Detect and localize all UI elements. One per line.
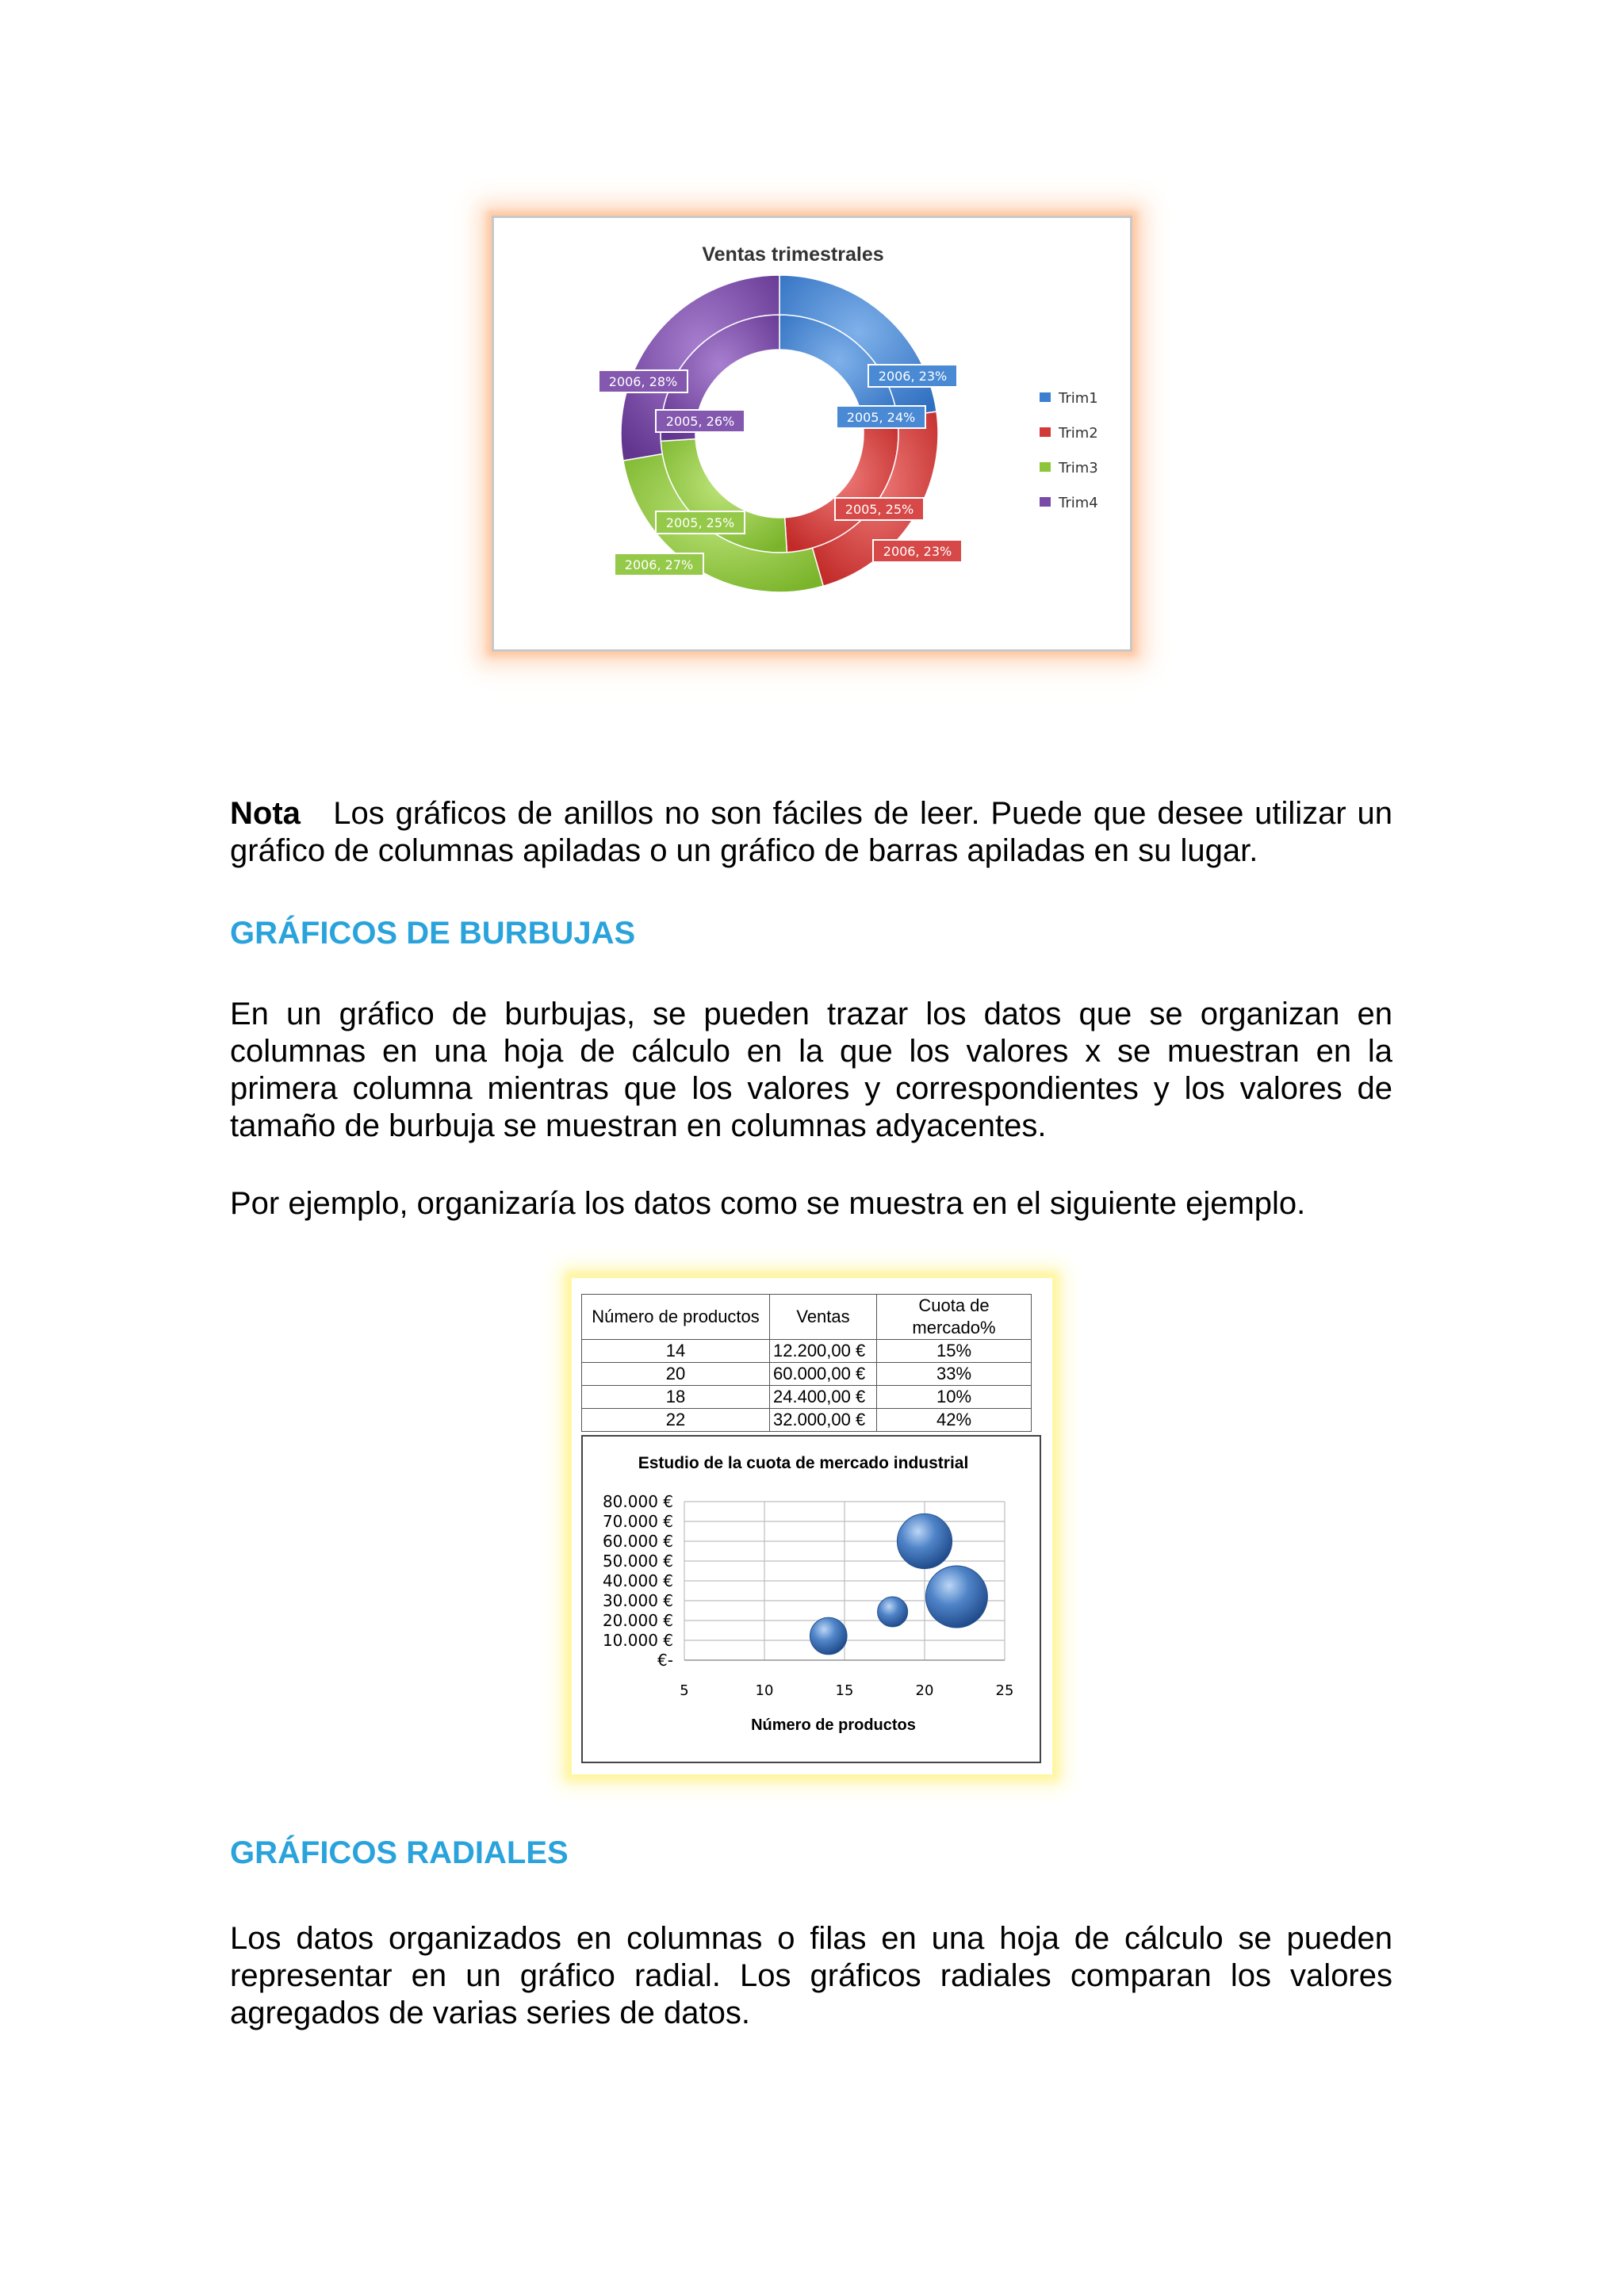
table-row bbox=[582, 1340, 1032, 1363]
heading-graficos-radiales: GRÁFICOS RADIALES bbox=[230, 1835, 569, 1870]
y-axis-ticks bbox=[603, 1492, 673, 1670]
y-tick-label: 40.000 € bbox=[602, 1571, 673, 1590]
table-cell: 18 bbox=[582, 1386, 770, 1409]
donut-chart-figure bbox=[492, 216, 1132, 652]
data-label: 2005, 25% bbox=[665, 515, 735, 530]
nota-label: Nota bbox=[230, 796, 301, 831]
x-tick-label: 15 bbox=[835, 1682, 854, 1699]
data-label: 2006, 28% bbox=[608, 374, 678, 389]
table-row bbox=[582, 1409, 1032, 1432]
data-label: 2006, 23% bbox=[883, 544, 952, 559]
table-header-row bbox=[582, 1295, 1032, 1340]
x-tick-label: 10 bbox=[755, 1682, 774, 1699]
table-cell: 12.200,00 € bbox=[770, 1340, 877, 1363]
legend-item-trim2: Trim2 bbox=[1059, 425, 1098, 442]
bubble-chart bbox=[581, 1435, 1041, 1763]
table-cell: 10% bbox=[877, 1386, 1032, 1409]
x-axis-ticks bbox=[680, 1682, 1013, 1699]
nota-paragraph bbox=[230, 795, 1392, 870]
table-cell: 20 bbox=[582, 1363, 770, 1386]
bubble-point bbox=[878, 1597, 908, 1627]
donut-chart bbox=[494, 218, 1130, 649]
table-cell: 24.400,00 € bbox=[770, 1386, 877, 1409]
table-row bbox=[582, 1363, 1032, 1386]
table-header: Cuota de mercado% bbox=[877, 1295, 1032, 1340]
y-tick-label: 10.000 € bbox=[602, 1631, 673, 1650]
y-tick-label: 80.000 € bbox=[602, 1492, 673, 1511]
bubbles-paragraph-1: En un gráfico de burbujas, se pueden trazar los datos que se organizan en columnas en una hoja de cálculo en la que los valores x se muestran en la primera columna mientras que los valores y correspondientes y los valores de tamaño de burbuja se muestran en columnas adyacentes. bbox=[230, 997, 1392, 1143]
table-cell: 42% bbox=[877, 1409, 1032, 1432]
chart-title: Ventas trimestrales bbox=[702, 243, 884, 266]
x-tick-label: 25 bbox=[995, 1682, 1014, 1699]
data-label: 2006, 27% bbox=[624, 557, 694, 572]
data-label: 2005, 25% bbox=[845, 502, 914, 517]
legend-item-trim1: Trim1 bbox=[1059, 390, 1098, 407]
table-cell: 32.000,00 € bbox=[770, 1409, 877, 1432]
data-label: 2005, 24% bbox=[846, 410, 916, 425]
y-tick-label: 30.000 € bbox=[602, 1591, 673, 1610]
y-tick-label: 20.000 € bbox=[602, 1611, 673, 1630]
table-header: Ventas bbox=[770, 1295, 877, 1340]
table-cell: 60.000,00 € bbox=[770, 1363, 877, 1386]
bubble-chart-svg bbox=[583, 1437, 1040, 1762]
x-tick-label: 5 bbox=[680, 1682, 689, 1699]
y-tick-label: €- bbox=[657, 1651, 673, 1670]
chart-legend bbox=[1040, 390, 1098, 511]
y-tick-label: 50.000 € bbox=[602, 1552, 673, 1571]
bubble-data-table bbox=[581, 1294, 1032, 1432]
heading-graficos-burbujas: GRÁFICOS DE BURBUJAS bbox=[230, 916, 636, 951]
y-tick-label: 60.000 € bbox=[602, 1532, 673, 1551]
bubbles-paragraph-2: Por ejemplo, organizaría los datos como se muestra en el siguiente ejemplo. bbox=[230, 1186, 1306, 1221]
table-row bbox=[582, 1386, 1032, 1409]
legend-item-trim4: Trim4 bbox=[1059, 495, 1098, 511]
legend-item-trim3: Trim3 bbox=[1059, 460, 1098, 476]
y-tick-label: 70.000 € bbox=[602, 1512, 673, 1531]
radial-paragraph: Los datos organizados en columnas o filas en una hoja de cálculo se pueden representar en un gráfico radial. Los gráficos radiales comparan los valores agregados de varias series de datos. bbox=[230, 1921, 1392, 2030]
x-axis-label: Número de productos bbox=[751, 1716, 916, 1734]
table-cell: 22 bbox=[582, 1409, 770, 1432]
bubble-marks bbox=[810, 1513, 987, 1654]
legend-swatch-trim3 bbox=[1040, 462, 1051, 472]
chart-title: Estudio de la cuota de mercado industrial bbox=[638, 1454, 969, 1472]
x-tick-label: 20 bbox=[915, 1682, 934, 1699]
bubble-point bbox=[810, 1617, 847, 1655]
bubble-point bbox=[925, 1566, 987, 1628]
table-cell: 15% bbox=[877, 1340, 1032, 1363]
table-cell: 33% bbox=[877, 1363, 1032, 1386]
data-label: 2006, 23% bbox=[878, 369, 948, 384]
legend-swatch-trim4 bbox=[1040, 497, 1051, 507]
data-label: 2005, 26% bbox=[665, 414, 735, 429]
nota-text: Los gráficos de anillos no son fáciles de leer. Puede que desee utilizar un gráfico de columnas apiladas o un gráfico de barras apiladas en su lugar. bbox=[230, 796, 1392, 868]
table-cell: 14 bbox=[582, 1340, 770, 1363]
legend-swatch-trim1 bbox=[1040, 392, 1051, 402]
legend-swatch-trim2 bbox=[1040, 427, 1051, 437]
bubble-point bbox=[897, 1513, 952, 1568]
bubble-chart-figure bbox=[572, 1278, 1052, 1774]
table-header: Número de productos bbox=[582, 1295, 770, 1340]
